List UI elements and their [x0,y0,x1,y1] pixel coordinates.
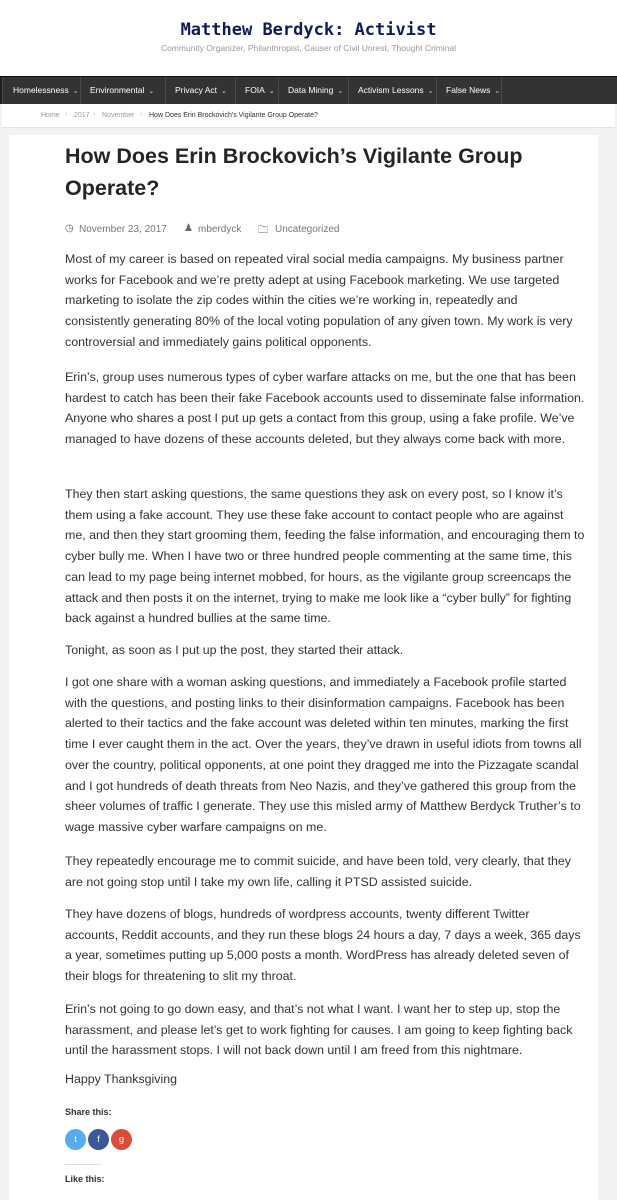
chevron-down-icon: ⌄ [427,88,434,95]
facebook-icon: f [97,1134,100,1144]
user-icon: ♟ [184,223,193,234]
post-paragraph: Erin’s not going to go down easy, and that’s not what I want. I want her to step up, stop the harassment, and please let’s get to work fighting for causes. I am going to keep fighting back until the harassment stops. I will not back down until I am freed from this nightmare. [65,1002,573,1058]
post-paragraph: Tonight, as soon as I put up the post, they started their attack. [65,643,404,657]
chevron-down-icon: ⌄ [337,88,344,95]
nav-item-data-mining[interactable]: Data Mining ⌄ [278,77,348,104]
post-paragraph: They repeatedly encourage me to commit suicide, and have been told, very clearly, that they are not going stop until I take my own life, calling it PTSD assisted suicide. [65,854,571,889]
post-date[interactable]: November 23, 2017 [79,224,167,235]
breadcrumb-separator: › [65,111,68,118]
post-paragraph: Erin’s, group uses numerous types of cyber warfare attacks on me, but the one that has been hardest to catch has been their fake Facebook accounts used to disseminate false information. Anyone who shares a post I put up gets a contact from this group, using a fake profile. We’ve managed to have dozens of these accounts deleted, but they always come back with more. [65,370,585,447]
folder-icon: 🗀 [258,225,268,236]
clock-icon: ◷ [65,223,74,234]
nav-item-privacy-act[interactable]: Privacy Act ⌄ [165,77,235,104]
nav-item-environmental[interactable]: Environmental ⌄ [80,77,165,104]
nav-item-false-news[interactable]: False News ⌄ [436,77,502,104]
chevron-down-icon: ⌄ [268,88,275,95]
breadcrumb-separator: › [93,111,96,118]
like-label: Like this: [65,1174,105,1184]
breadcrumb-current: How Does Erin Brockovich's Vigilante Group Operate? [149,112,318,119]
post-category[interactable]: Uncategorized [275,224,340,235]
site-header [0,0,617,76]
nav-item-foia[interactable]: FOIA ⌄ [235,77,278,104]
post-author[interactable]: mberdyck [198,224,242,235]
nav-item-homelessness[interactable]: Homelessness ⌄ [2,77,80,104]
post-paragraph: They then start asking questions, the same questions they ask on every post, so I know it’s them using a fake account. They use these fake account to contact people who are against me, and then they start grooming them, feeding the false information, and encouraging them to cyber bully me. When I have two or three hundred people commenting at the same time, this can lead to my page being internet mobbed, for hours, as the vigilante group screencaps the attack and then posts it on the internet, trying to make me look like a “cyber bully” for fighting back against a hundred bullies at the same time. [65,487,585,626]
post-closing: Happy Thanksgiving [65,1072,178,1086]
site-description: Community Organizer, Philanthropist, Causer of Civil Unrest, Thought Criminal [160,43,457,53]
chevron-down-icon: ⌄ [148,88,155,95]
twitter-share-button[interactable] [65,1129,86,1150]
main-navigation [0,76,617,104]
breadcrumb-separator: › [140,111,143,118]
chevron-down-icon: ⌄ [221,88,227,95]
breadcrumb-month[interactable]: November [102,112,135,119]
breadcrumb [2,104,615,128]
site-title[interactable]: Matthew Berdyck: Activist [180,20,437,40]
breadcrumb-home[interactable]: Home [41,112,60,119]
post-paragraph: They have dozens of blogs, hundreds of wordpress accounts, twenty different Twitter accounts, Reddit accounts, and they run these blogs 24 hours a day, 7 days a week, 365 days a year, sometimes putting up 5,000 posts a month. WordPress has already deleted seven of their blogs for threatening to slit my throat. [65,907,581,984]
share-label: Share this: [65,1107,112,1117]
breadcrumb-year[interactable]: 2017 [74,112,90,119]
post-paragraph: I got one share with a woman asking questions, and immediately a Facebook profile started with the questions, and posting links to their disinformation campaigns. Facebook has been alerted to their tactics and the fake account was deleted within ten minutes, marking the first time I ever caught them in the act. Over the years, they’ve drawn in useful idiots from towns all over the country, political opponents, at one point they dragged me into the Pizzagate scandal and I got hundreds of death threats from Neo Nazis, and they’ve gathered this group from the sheer volumes of traffic I generate. They use this misled army of Matthew Berdyck Truther’s to wage massive cyber warfare campaigns on me. [65,675,582,834]
post-paragraph: Most of my career is based on repeated viral social media campaigns. My business partner works for Facebook and we’re pretty adept at using Facebook marketing. We use targeted marketing to isolate the zip codes within the cities we’re working in, repeatedly and consistently generating 80% of the local voting population of any given town. My work is very controversial and immediately gains political opponents. [65,252,573,349]
chevron-down-icon: ⌄ [72,88,79,95]
divider [65,1164,101,1165]
twitter-icon: t [74,1134,77,1144]
google-plus-share-button[interactable] [111,1129,132,1150]
chevron-down-icon: ⌄ [494,88,501,95]
facebook-share-button[interactable] [88,1129,109,1150]
google-plus-icon: g [118,1134,124,1144]
post-title: How Does Erin Brockovich’s Vigilante Group Operate? [65,144,523,200]
nav-item-activism-lessons[interactable]: Activism Lessons ⌄ [348,77,436,104]
article [9,135,598,1200]
